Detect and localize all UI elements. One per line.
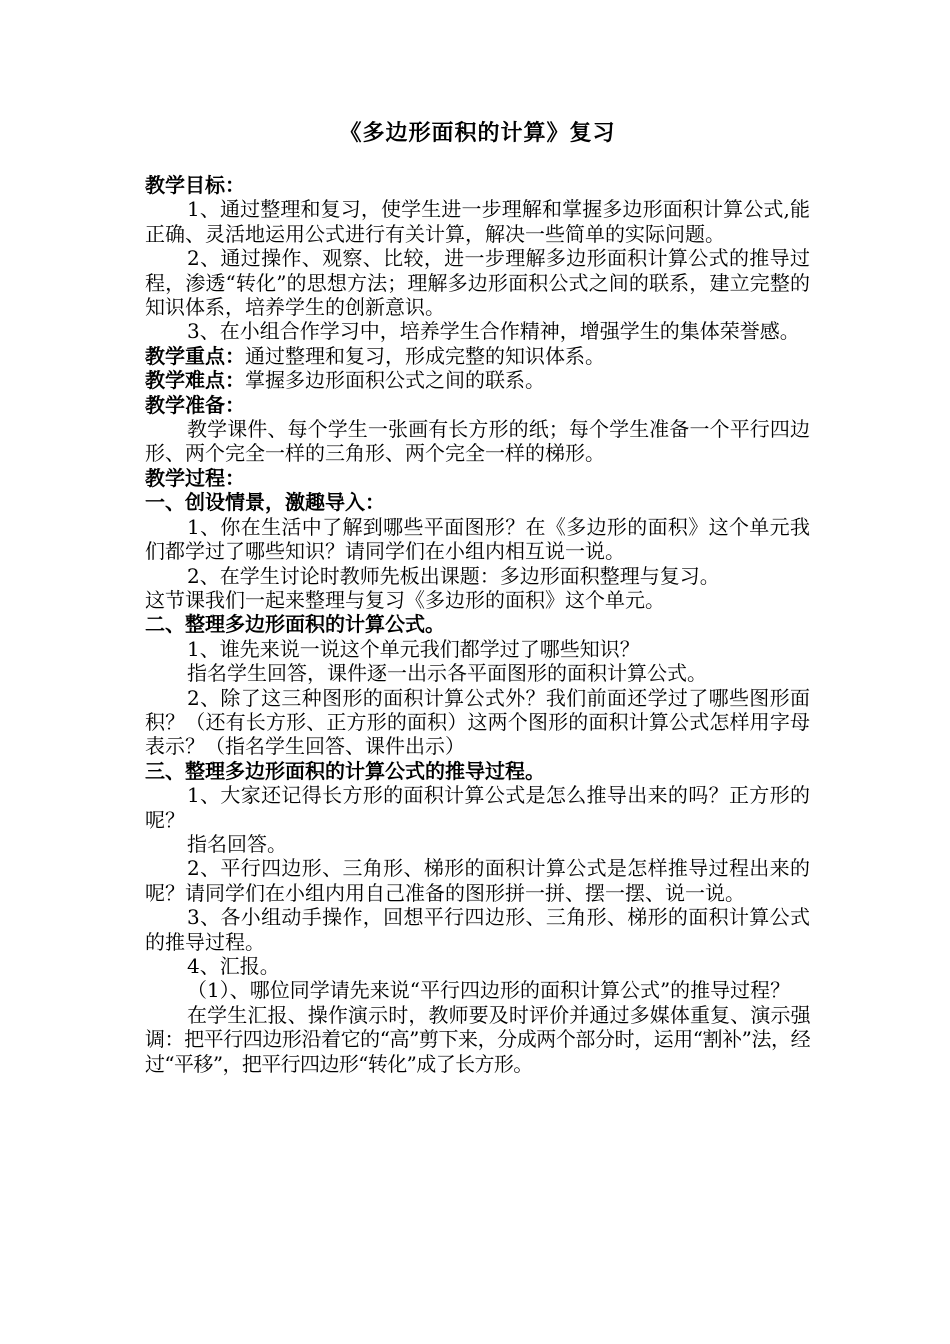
objective-2: 2、通过操作、观察、比较，进一步理解多边形面积计算公式的推导过程，渗透“转化”的思想方法；理解多边形面积公式之间的联系，建立完整的知识体系，培养学生的创新意识。 <box>145 246 810 320</box>
section-3-paragraph: 在学生汇报、操作演示时，教师要及时评价并通过多媒体重复、演示强调：把平行四边形沿着它的“高”剪下来，分成两个部分时，运用“割补”法，经过“平移”，把平行四边形“转化”成了长方形。 <box>145 1002 810 1076</box>
key-point-row <box>145 344 810 368</box>
difficulty-text: 掌握多边形面积公式之间的联系。 <box>245 368 545 393</box>
section-3-paragraph: 3、各小组动手操作，回想平行四边形、三角形、梯形的面积计算公式的推导过程。 <box>145 905 810 954</box>
section-3-heading: 三、整理多边形面积的计算公式的推导过程。 <box>145 758 545 783</box>
section-1-paragraph: 1、你在生活中了解到哪些平面图形？在《多边形的面积》这个单元我们都学过了哪些知识？请同学们在小组内相互说一说。 <box>145 514 810 564</box>
section-2-paragraph: 指名学生回答，课件逐一出示各平面图形的面积计算公式。 <box>187 661 707 686</box>
section-2-paragraph: 1、谁先来说一说这个单元我们都学过了哪些知识？ <box>187 636 640 661</box>
difficulty-label: 教学难点： <box>145 368 245 393</box>
preparation-text: 教学课件、每个学生一张画有长方形的纸；每个学生准备一个平行四边形、两个完全一样的三角形、两个完全一样的梯形。 <box>145 417 810 466</box>
section-3-paragraph: 4、汇报。 <box>187 954 280 978</box>
section-3-paragraph: （1）、哪位同学请先来说“平行四边形的面积计算公式”的推导过程？ <box>187 978 791 1003</box>
objective-3: 3、在小组合作学习中，培养学生合作精神，增强学生的集体荣誉感。 <box>187 319 800 344</box>
document-title: 《多边形面积的计算》复习 <box>339 120 616 146</box>
objective-1: 1、通过整理和复习，使学生进一步理解和掌握多边形面积计算公式,能正确、灵活地运用公式进行有关计算，解决一些简单的实际问题。 <box>145 197 810 246</box>
section-3-paragraph: 2、平行四边形、三角形、梯形的面积计算公式是怎样推导过程出来的呢？请同学们在小组内用自己准备的图形拼一拼、摆一摆、说一说。 <box>145 856 810 905</box>
difficulty-row <box>145 368 810 392</box>
section-3-paragraph: 指名回答。 <box>187 831 287 856</box>
section-2-paragraph: 2、除了这三种图形的面积计算公式外？我们前面还学过了哪些图形面积？（还有长方形、正方形的面积）这两个图形的面积计算公式怎样用字母表示？（指名学生回答、课件出示） <box>145 685 810 759</box>
section-1-paragraph: 2、在学生讨论时教师先板出课题：多边形面积整理与复习。 <box>187 563 720 588</box>
section-3-paragraph: 1、大家还记得长方形的面积计算公式是怎么推导出来的吗？正方形的呢？ <box>145 783 810 832</box>
section-1-heading: 一、创设情景，激趣导入： <box>145 490 385 515</box>
preparation-heading: 教学准备： <box>145 392 245 417</box>
document-page <box>145 118 810 1076</box>
key-point-label: 教学重点： <box>145 343 245 368</box>
section-1-paragraph: 这节课我们一起来整理与复习《多边形的面积》这个单元。 <box>145 587 665 612</box>
section-2-heading: 二、整理多边形面积的计算公式。 <box>145 612 445 637</box>
key-point-text: 通过整理和复习，形成完整的知识体系。 <box>245 343 605 368</box>
objectives-heading: 教学目标： <box>145 173 245 197</box>
process-heading: 教学过程： <box>145 465 245 490</box>
